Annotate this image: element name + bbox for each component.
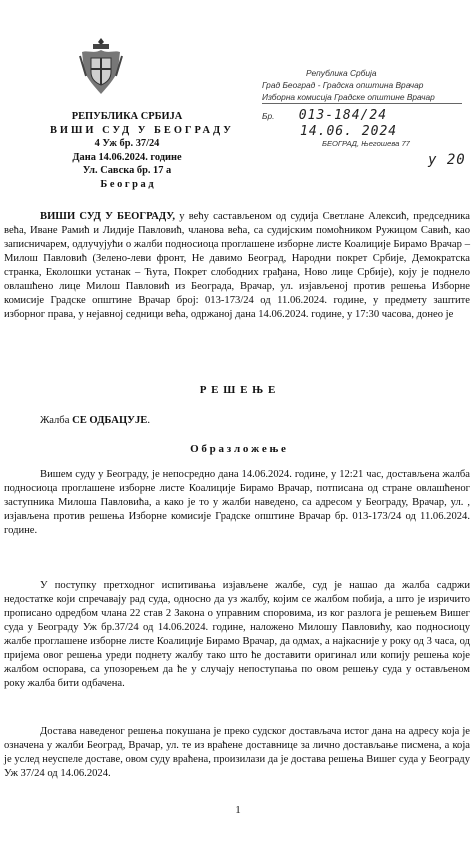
ruling-bold: СЕ ОДБАЦУЈЕ [72, 415, 148, 426]
page-number: 1 [235, 804, 241, 816]
stamp-no-value: 013-184/24 [298, 108, 388, 123]
reasoning-paragraph-3: Достава наведеног решења покушана је преко судског достављача истог дана на адресу која је означена у жалби Београд, Врачар, ул. те из враћене доставнице за лично достављање писмена, а која је услед неуспеле доставе, овом суду враћена, произилази да је достава решења Вишег суда у Београду Уж 37/24 од 14.06.2024. [4, 726, 470, 779]
case-number: 4 Уж бр. 37/24 [94, 138, 160, 150]
court-name: ВИШИ СУД У БЕОГРАДУ [50, 124, 234, 136]
document-date: Дана 14.06.2024. године [72, 151, 182, 163]
ruling-prefix: Жалба [40, 415, 73, 426]
stamp-date-value: 14.06. 2024 [300, 124, 398, 139]
intro-court-name: ВИШИ СУД У БЕОГРАДУ, [40, 211, 175, 222]
decision-title: Р Е Ш Е Њ Е [199, 384, 277, 396]
stamp-line-1: Република Србија [306, 68, 377, 78]
margin-note: у 20 [428, 152, 466, 168]
stamp-no-label: Бр. [262, 111, 275, 121]
reasoning-title: О б р а з л о ж е њ е [190, 443, 286, 455]
republic-name: РЕПУБЛИКА СРБИЈА [71, 111, 183, 122]
stamp-line-2: Град Београд - Градска општина Врачар [262, 80, 424, 90]
stamp-line-3: Изборна комисија Градске општине Врачар [262, 91, 462, 104]
intro-text: у већу састављеном од судија Светлане Алексић, председника већа, Иване Рамић и Лидије Павловић, чланова већа, са судијским помоћником Ружицом Савић, као записничарем, одлучујући о жалби подносиоца проглашене изборне листе Коалиције Бирамо Врачар – Милош Павловић (Зелено-леви фронт, Не давимо Београд, Народни покрет Србије, Демократска странка, Еколошки устанак – Ћута, Покрет слободних грађана, Ново лице Србије), коју је поднело овлашћено лице Милош Павловић из Београда, Врачар, ул. изјављеној против решења Изборне комисије Градске општине Врачар број: 013-173/24 од 11.06.2024. године, у предмету заштите изборног права, у нејавној седници већа, одржаној дана 14.06.2024. године, у 17:30 часова, донео је [4, 211, 470, 320]
ruling-paragraph [40, 414, 470, 428]
ruling-suffix: . [147, 415, 150, 426]
court-header [50, 110, 234, 192]
reasoning-paragraph-2: У поступку претходног испитивања изјављене жалбе, суд је нашао да жалба садржи недостатке који спречавају рад суда, односно да уз жалбу, којим се жалбом побија, а што је изричито прописано одредбом члана 22 став 2 Закона о управним споровима, из ког разлога је решењем Вишег суда у Београду Уж бр.37/24 од 14.06.2024. године, наложено Милошу Павловићу, као подносиоцу жалбе проглашене изборне листе Коалиције Бирамо Врачар, да одмах, а најкасније у року од 3 часа, од пријема овог решења уреди поднету жалбу тако што ће доставити оригинал или копију решења које жалбом оспорава, са упозорењем да ће у случају непоступања по овом решењу суда у остављеном року жалба бити одбачена. [4, 580, 470, 689]
coat-of-arms-icon [78, 36, 124, 98]
receipt-stamp [262, 67, 462, 150]
stamp-footer: БЕОГРАД, Његошева 77 [322, 139, 410, 148]
court-address: Ул. Савска бр. 17 а [82, 165, 172, 177]
intro-paragraph [4, 210, 470, 322]
court-city: Б е о г р а д [100, 178, 154, 190]
reasoning-paragraph-1: Вишем суду у Београду, је непосредно дана 14.06.2024. године, у 12:21 час, достављена жалба подносиоца проглашене изборне листе Коалиције Бирамо Врачар, потписана од стране овлашћеног заступника Милоша Павловића, а како је то у жалби наведено, са адресом у Београду, Врачар, ул. , изјављена против решења Изборне комисије Градске општине Врачар бр. 013-173/24 од 11.06.2024. године. [4, 469, 470, 536]
